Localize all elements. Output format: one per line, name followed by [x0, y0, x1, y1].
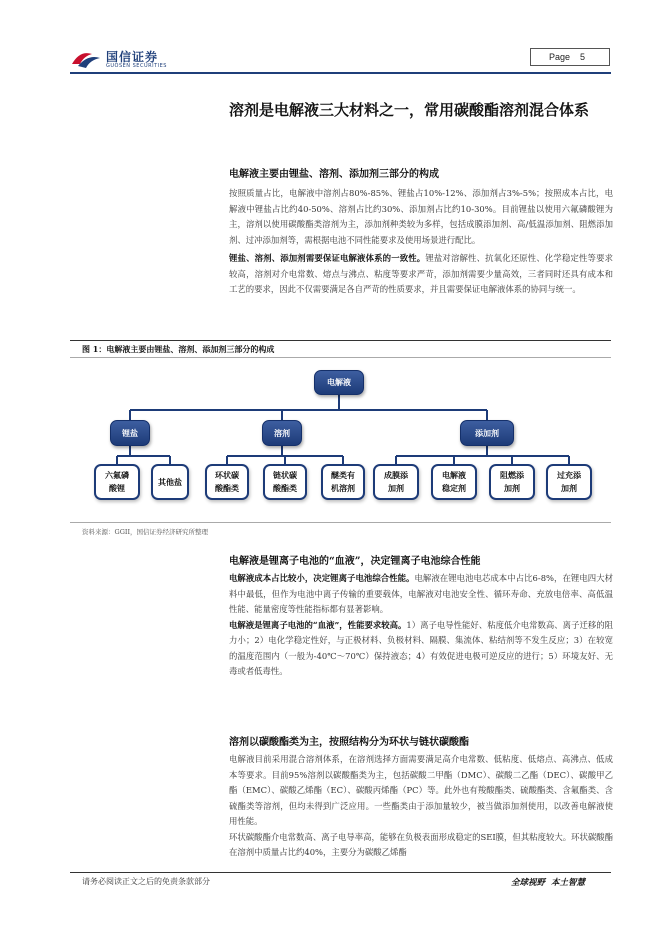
- paragraph-lead: 锂盐、溶剂、添加剂需要保证电解液体系的一致性。: [229, 253, 426, 263]
- tree-leaf-other-salts: 其他盐: [151, 464, 189, 500]
- tree-leaf-overcharge-additive: 过充添 加剂: [546, 464, 592, 500]
- tree-branch-lithium-salt: 锂盐: [110, 420, 150, 446]
- page-number: 5: [580, 52, 586, 62]
- section-role: [229, 552, 613, 680]
- section-solvents: [229, 733, 613, 861]
- footer-disclaimer: 请务必阅读正文之后的免责条款部分: [82, 877, 210, 886]
- section-heading: 溶剂以碳酸酯类为主，按照结构分为环状与链状碳酸酯: [229, 737, 469, 748]
- slogan-part: 本土智慧: [551, 878, 586, 888]
- logo-chinese-name: 国信证券: [106, 50, 159, 64]
- tree-leaf-cyclic-carbonates: 环状碳 酸酯类: [205, 464, 249, 500]
- tree-leaf-linear-carbonates: 链状碳 酸酯类: [263, 464, 307, 500]
- paragraph-body: 电解液在锂电池电芯成本中占比6-8%，在锂电四大材料中最低，但作为电池中离子传输的重要载体，电解液对电池安全性、循环寿命、充放电倍率、高低温性能、能量密度等性能指标都有显著影响。: [229, 573, 614, 614]
- paragraph: 电解液目前采用混合溶剂体系，在溶剂选择方面需要满足高介电常数、低粘度、低熔点、高沸点、低成本等要求。目前95%溶剂以碳酸酯类为主，包括碳酸二甲酯（DMC）、碳酸二乙酯（DEC）、碳酸甲乙酯（EMC）、碳酸乙烯酯（EC）、碳酸丙烯酯（PC）等。此外也有羧酸酯类、硫酸酯类、含氟酯类、含硫酯类等溶剂，但均未得到广泛应用。一些酯类由于添加量较少，被当做添加剂使用，以改善电解液使用性能。: [229, 754, 613, 826]
- figure-top-rule: [70, 340, 611, 341]
- tree-root-electrolyte: 电解液: [314, 370, 364, 395]
- logo-mark-icon: [70, 48, 102, 70]
- tree-branch-solvent: 溶剂: [262, 420, 302, 446]
- figure-source: 资料来源：GGII，国信证券经济研究所整理: [82, 528, 209, 536]
- paragraph-lead: 电解液成本占比较小，决定锂离子电池综合性能。: [229, 573, 415, 583]
- tree-leaf-flame-retardant: 阻燃添 加剂: [489, 464, 535, 500]
- logo-english-name: GUOSEN SECURITIES: [106, 63, 167, 69]
- section-heading: 电解液主要由锂盐、溶剂、添加剂三部分的构成: [229, 169, 439, 180]
- paragraph: [229, 618, 613, 680]
- tree-leaf-ether-solvents: 醚类有 机溶剂: [321, 464, 365, 500]
- paragraph: 按照质量占比，电解液中溶剂占80%-85%、锂盐占10%-12%、添加剂占3%-5%；按照成本占比，电解液中锂盐占比约40-50%、溶剂占比约30%、添加剂占比约10-30%。目前锂盐以使用六氟磷酸锂为主，溶剂以使用碳酸酯类溶剂为主，添加剂种类较为多样，包括成膜添加剂、高/低温添加剂、阻燃添加剂、过冲添加剂等，需根据电池不同性能要求及使用场景进行配比。: [229, 188, 613, 245]
- footer-slogan: [505, 876, 585, 888]
- paragraph: [229, 251, 613, 298]
- figure-caption-rule: [70, 357, 611, 358]
- page-label: Page: [549, 52, 571, 62]
- tree-leaf-stabilizer: 电解液 稳定剂: [431, 464, 477, 500]
- slogan-part: 全球视野: [511, 878, 546, 888]
- section-composition: [229, 165, 613, 298]
- page-title: 溶剂是电解液三大材料之一，常用碳酸酯溶剂混合体系: [229, 101, 590, 119]
- tree-branch-additive: 添加剂: [460, 420, 514, 446]
- header-divider: [70, 72, 611, 74]
- section-heading: 电解液是锂离子电池的“血液”，决定锂离子电池综合性能: [229, 556, 481, 567]
- company-logo: [70, 46, 190, 72]
- paragraph: 环状碳酸酯介电常数高、离子电导率高，能够在负极表面形成稳定的SEI膜，但其粘度较大。环状碳酸酯在溶剂中质量占比约40%，主要分为碳酸乙烯酯: [229, 831, 613, 857]
- footer-divider: [70, 872, 611, 873]
- paragraph-body: 1）离子电导性能好、粘度低介电常数高、离子迁移的阻力小；2）电化学稳定性好，与正极材料、负极材料、隔膜、集流体、粘结剂等不发生反应；3）在较宽的温度范围内（一般为-40℃～70℃）保持液态；4）有效促进电极可逆反应的进行；5）环境友好、无毒或者低毒性。: [229, 619, 613, 676]
- figure-bottom-rule: [70, 522, 611, 523]
- page-indicator: [530, 48, 610, 66]
- paragraph: [229, 571, 613, 618]
- paragraph-lead: 电解液是锂离子电池的“血液”，性能要求较高。: [229, 619, 407, 630]
- figure-caption: 图 1：电解液主要由锂盐、溶剂、添加剂三部分的构成: [82, 344, 275, 354]
- tree-leaf-film-forming-additive: 成膜添 加剂: [373, 464, 419, 500]
- paragraph-body: 锂盐对溶解性、抗氧化还原性、化学稳定性等要求较高，溶剂对介电常数、熔点与沸点、粘度等要求严苛，添加剂需要少量高效，三者同时还具有成本和工艺的要求，因此不仅需要满足各自严苛的性质要求，并且需要保证电解液体系的协同与统一。: [229, 253, 614, 294]
- tree-leaf-lipf6: 六氟磷 酸锂: [94, 464, 140, 500]
